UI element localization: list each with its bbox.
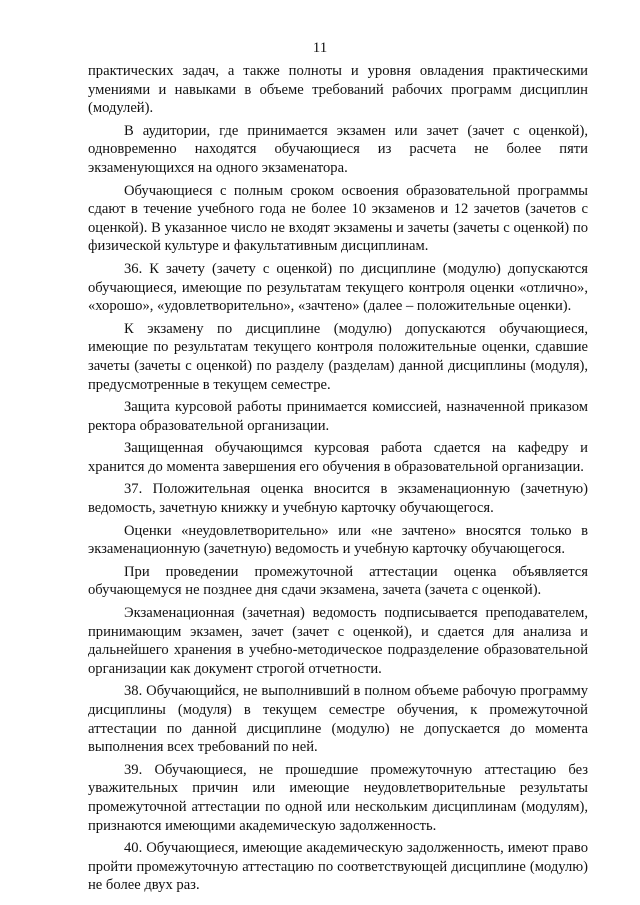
paragraph: К экзамену по дисциплине (модулю) допускаются обучающиеся, имеющие по результатам текущего контроля положительные оценки, сдавшие зачеты (зачеты с оценкой) по разделу (разделам) данной дисциплины (модуля), предусмотренные в текущем семестре.	[88, 320, 588, 393]
paragraph: практических задач, а также полноты и уровня овладения практическими умениями и навыками в объеме требований рабочих программ дисциплин (модулей).	[88, 63, 588, 117]
paragraph: При проведении промежуточной аттестации оценка объявляется обучающемуся не позднее дня сдачи экзамена, зачета (зачета с оценкой).	[88, 563, 588, 599]
paragraph: Экзаменационная (зачетная) ведомость подписывается преподавателем, принимающим экзамен, зачет (зачет с оценкой), и сдается для анализа и дальнейшего хранения в учебно-методическое подразделение образовательной организации как документ строгой отчетности.	[88, 605, 588, 677]
paragraph: Защищенная обучающимся курсовая работа сдается на кафедру и хранится до момента завершения его обучения в образовательной организации.	[88, 440, 588, 475]
page-number: 11	[312, 40, 328, 56]
paragraph: 40. Обучающиеся, имеющие академическую задолженность, имеют право пройти промежуточную аттестацию по соответствующей дисциплине (модулю) не более двух раз.	[88, 840, 588, 894]
paragraph: 38. Обучающийся, не выполнивший в полном объеме рабочую программу дисциплины (модуля) в текущем семестре обучения, к промежуточной аттестации по данной дисциплине (модулю) не допускается до момента выполнения всех требований по ней.	[88, 683, 588, 756]
document-body	[88, 62, 588, 899]
paragraph: Защита курсовой работы принимается комиссией, назначенной приказом ректора образовательной организации.	[88, 399, 588, 434]
paragraph: В аудитории, где принимается экзамен или зачет (зачет с оценкой), одновременно находятся обучающиеся из расчета не более пяти экзаменующихся на одного экзаменатора.	[88, 122, 588, 176]
paragraph: 36. К зачету (зачету с оценкой) по дисциплине (модулю) допускаются обучающиеся, имеющие по результатам текущего контроля оценки «отлично», «хорошо», «удовлетворительно», «зачтено» (далее – положительные оценки).	[88, 260, 588, 315]
paragraph: Оценки «неудовлетворительно» или «не зачтено» вносятся только в экзаменационную (зачетную) ведомость и учебную карточку обучающегося.	[88, 522, 588, 558]
paragraph: 37. Положительная оценка вносится в экзаменационную (зачетную) ведомость, зачетную книжку и учебную карточку обучающегося.	[88, 481, 588, 517]
paragraph: Обучающиеся с полным сроком освоения образовательной программы сдают в течение учебного года не более 10 экзаменов и 12 зачетов (зачетов с оценкой). В указанное число не входят экзамены и зачеты (зачеты с оценкой) по физической культуре и факультативным дисциплинам.	[88, 182, 588, 255]
paragraph: 39. Обучающиеся, не прошедшие промежуточную аттестацию без уважительных причин или имеющие неудовлетворительные результаты промежуточной аттестации по одной или нескольким дисциплинам (модулям), признаются имеющими академическую задолженность.	[88, 761, 588, 834]
